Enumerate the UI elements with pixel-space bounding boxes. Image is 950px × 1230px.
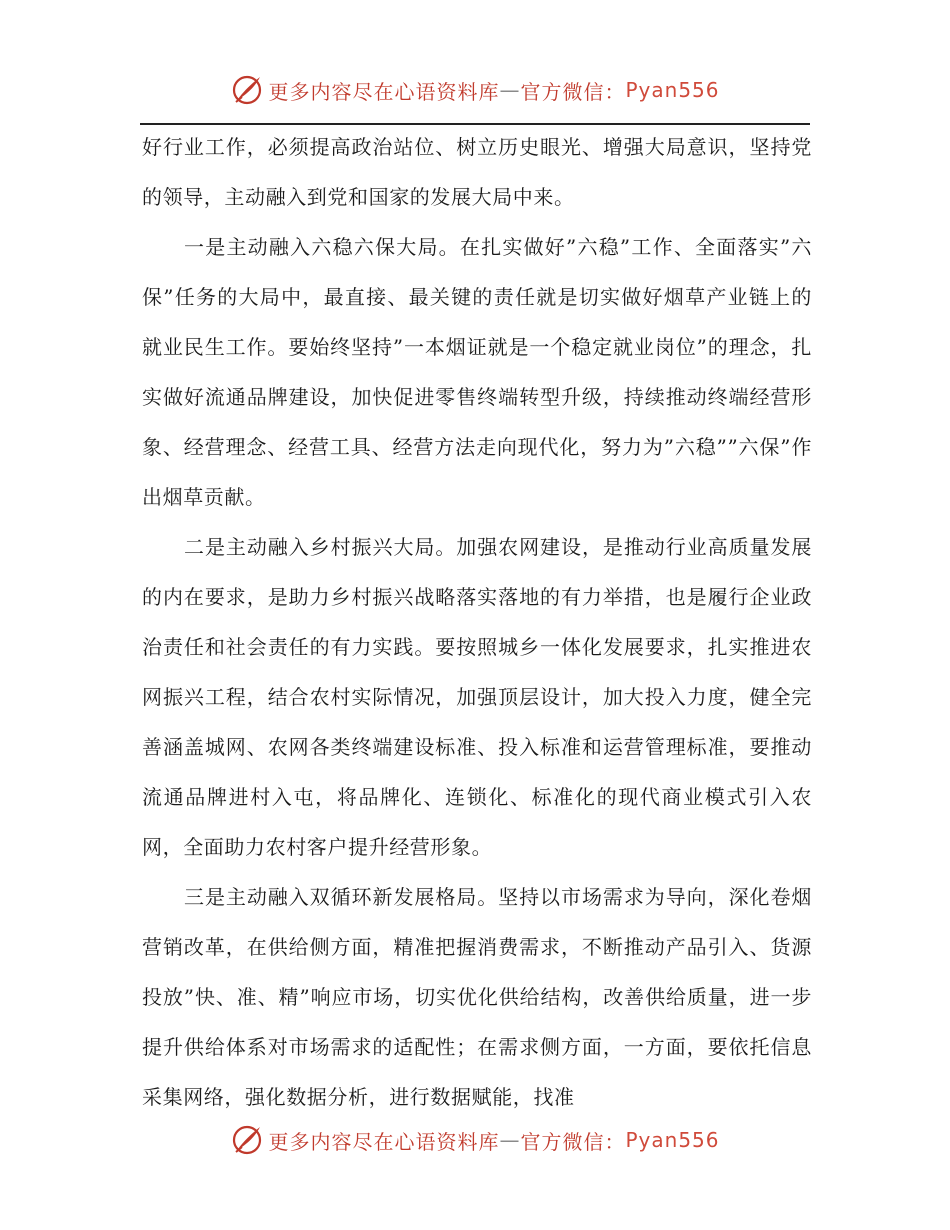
header-banner [0,70,950,110]
quill-pen-logo-icon [230,73,264,107]
paragraph-rural-revitalization: 二是主动融入乡村振兴大局。加强农网建设，是推动行业高质量发展的内在要求，是助力乡村振兴战略落实落地的有力举措，也是履行企业政治责任和社会责任的有力实践。要按照城乡一体化发展要求，扎实推进农网振兴工程，结合农村实际情况，加强顶层设计，加大投入力度，健全完善涵盖城网、农网各类终端建设标准、投入标准和运营管理标准，要推动流通品牌进村入屯，将品牌化、连锁化、标准化的现代商业模式引入农网，全面助力农村客户提升经营形象。 [142,535,812,859]
paragraph-dual-circulation: 三是主动融入双循环新发展格局。坚持以市场需求为导向，深化卷烟营销改革，在供给侧方面，精准把握消费需求，不断推动产品引入、货源投放”快、准、精”响应市场，切实优化供给结构，改善供给质量，进一步提升供给体系对市场需求的适配性；在需求侧方面，一方面，要依托信息采集网络，强化数据分析，进行数据赋能，找准 [142,885,812,1109]
header-title: 更多内容尽在心语资料库 [268,79,500,104]
footer-handle: Pyan556 [625,1128,720,1152]
document-body [142,122,812,1122]
header-handle: Pyan556 [625,78,720,102]
footer-banner [0,1120,950,1160]
footer-title: 更多内容尽在心语资料库 [268,1129,500,1154]
quill-pen-logo-icon [230,1123,264,1157]
header-separator: — [499,78,521,102]
paragraph-continuation: 好行业工作，必须提高政治站位、树立历史眼光、增强大局意识，坚持党的领导，主动融入到党和国家的发展大局中来。 [142,135,812,209]
header-label: 官方微信： [520,79,626,104]
paragraph-six-stability: 一是主动融入六稳六保大局。在扎实做好”六稳”工作、全面落实”六保”任务的大局中，最直接、最关键的责任就是切实做好烟草产业链上的就业民生工作。要始终坚持”一本烟证就是一个稳定就业岗位”的理念，扎实做好流通品牌建设，加快促进零售终端转型升级，持续推动终端经营形象、经营理念、经营工具、经营方法走向现代化，努力为”六稳””六保”作出烟草贡献。 [142,235,812,509]
footer-separator: — [499,1128,521,1152]
footer-label: 官方微信： [520,1129,626,1154]
